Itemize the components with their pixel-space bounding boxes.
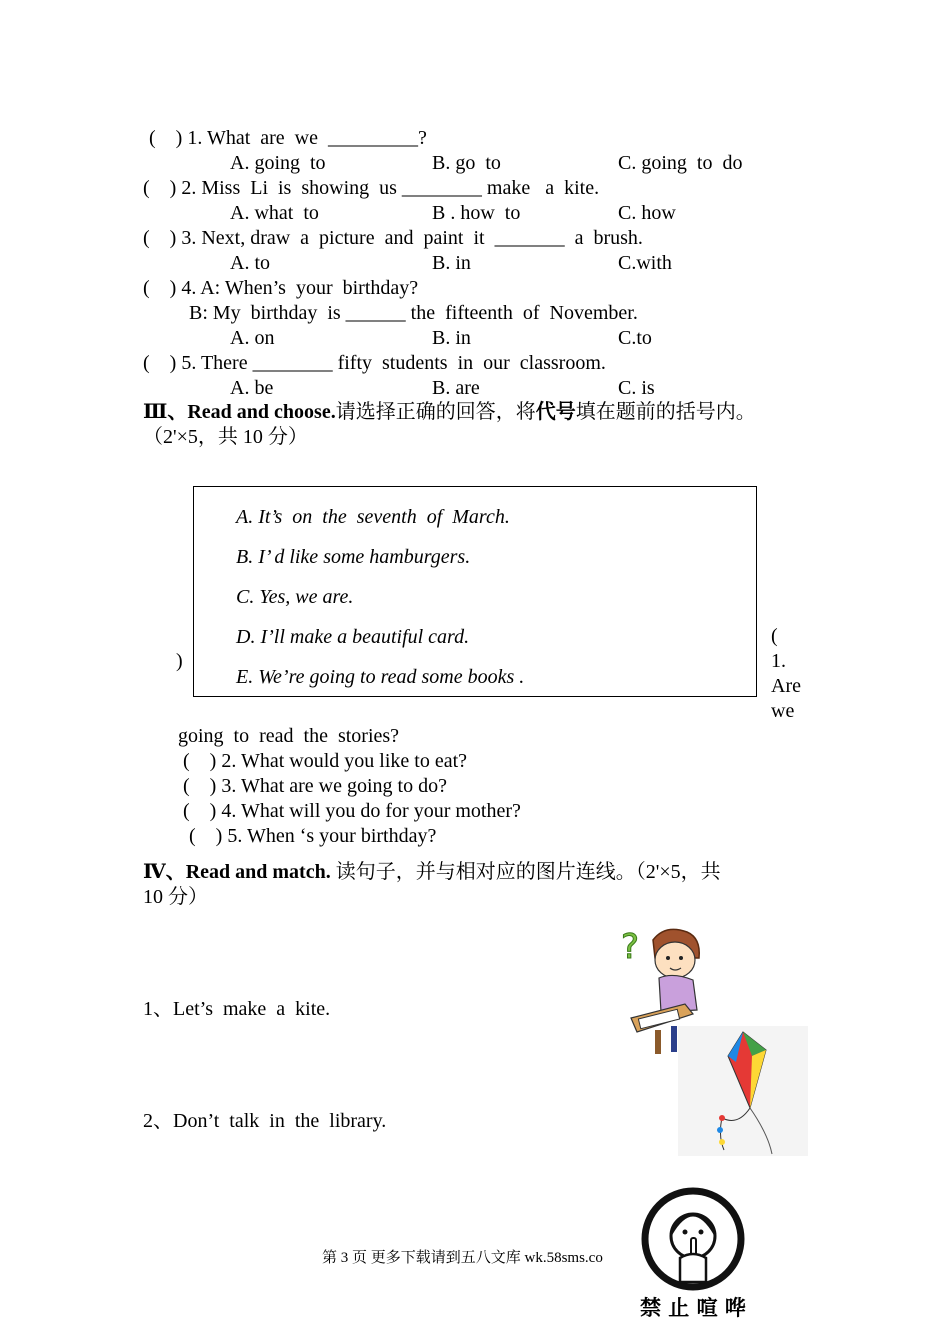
quiet-sign-picture (640, 1186, 746, 1292)
answer-option-b: B. I’ d like some hamburgers. (236, 546, 471, 568)
option-c: C.with (618, 252, 672, 274)
option-b: B. in (432, 327, 471, 349)
section-3-score: （2'×5，共 10 分） (143, 426, 308, 448)
section-3-instruction: 请选择正确的回答，将 (335, 401, 536, 423)
question-4-stem: ( ) 4. A: When’s your birthday? (143, 277, 419, 299)
q1-word-are: Are (771, 675, 801, 697)
answer-option-c: C. Yes, we are. (236, 586, 354, 608)
section-4-score: 10 分） (143, 886, 208, 908)
section-4-title: Read and match. (185, 861, 331, 883)
section-3-instruction-end: 填在题前的括号内。 (575, 401, 756, 423)
q1-rest: going to read the stories? (178, 725, 400, 747)
question-3-stem: ( ) 3. Next, draw a picture and paint it _______ a brush. (143, 227, 643, 249)
quiet-sign-caption: 禁 止 喧 哗 (640, 1296, 746, 1320)
section-3-question-2: ( ) 2. What would you like to eat? (183, 750, 468, 772)
option-a: A. going to (230, 152, 326, 174)
q1-number: 1. (771, 650, 786, 672)
match-item-1: 1、Let’s make a kite. (143, 998, 331, 1020)
option-b: B . how to (432, 202, 521, 224)
match-item-2: 2、Don’t talk in the library. (143, 1110, 387, 1132)
section-3-instruction-bold: 代号 (535, 401, 576, 423)
option-c: C. going to do (618, 152, 743, 174)
option-b: B. in (432, 252, 471, 274)
kite-picture (678, 1026, 808, 1156)
option-c: C.to (618, 327, 652, 349)
section-3-heading (143, 400, 756, 424)
question-5-stem: ( ) 5. There ________ fifty students in our classroom. (143, 352, 606, 374)
question-4-stem-b: B: My birthday is ______ the fifteenth of November. (189, 302, 638, 324)
option-c: C. how (618, 202, 676, 224)
option-a: A. on (230, 327, 275, 349)
answer-option-a: A. It’s on the seventh of March. (236, 506, 510, 528)
section-3-question-3: ( ) 3. What are we going to do? (183, 775, 447, 797)
section-3-title: Read and choose. (187, 401, 336, 423)
section-4-instruction: 读句子，并与相对应的图片连线。（2'×5，共 (330, 861, 721, 883)
option-b: B. are (432, 377, 480, 399)
section-3-question-5: ( ) 5. When ‘s your birthday? (189, 825, 437, 847)
option-b: B. go to (432, 152, 501, 174)
section-3-number: Ⅲ、 (143, 401, 188, 423)
page-footer: 第 3 页 更多下载请到五八文库 wk.58sms.co (322, 1250, 603, 1266)
question-2-stem: ( ) 2. Miss Li is showing us ________ make a kite. (143, 177, 600, 199)
option-c: C. is (618, 377, 655, 399)
q1-paren-close: ) (176, 650, 183, 672)
q1-word-we: we (771, 700, 795, 722)
option-a: A. what to (230, 202, 319, 224)
option-a: A. be (230, 377, 274, 399)
section-4-number: Ⅳ、 (143, 861, 186, 883)
answer-option-e: E. We’re going to read some books . (236, 666, 525, 688)
section-4-heading (143, 860, 721, 884)
question-1-stem: ( ) 1. What are we _________? (149, 127, 427, 149)
option-a: A. to (230, 252, 270, 274)
answer-options-box (193, 486, 757, 697)
answer-option-d: D. I’ll make a beautiful card. (236, 626, 470, 648)
section-3-question-4: ( ) 4. What will you do for your mother? (183, 800, 521, 822)
q1-paren-open: ( (771, 625, 778, 647)
svg-text:?: ? (621, 927, 640, 967)
